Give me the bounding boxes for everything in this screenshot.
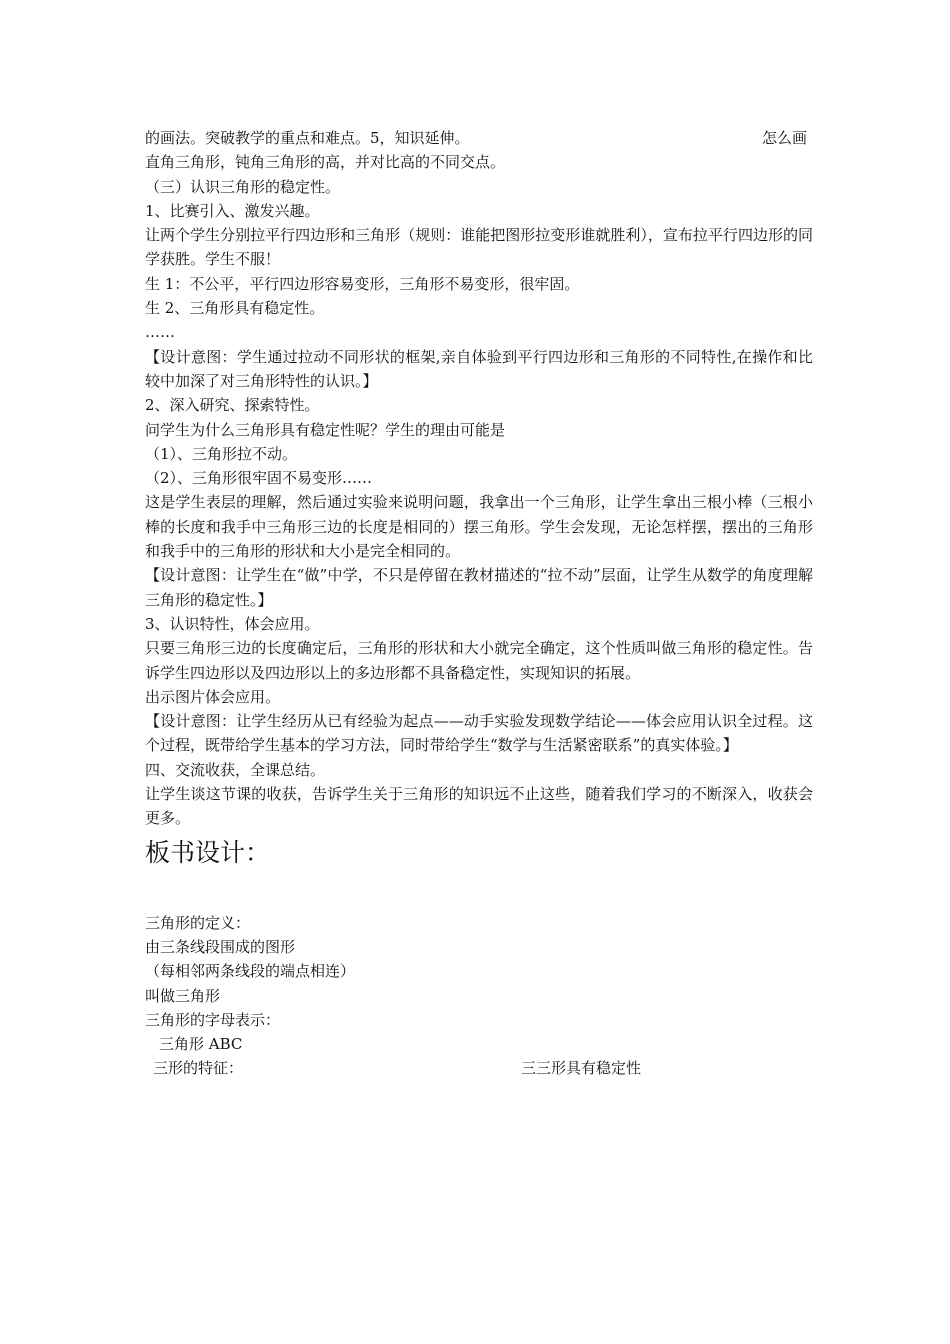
board-line: （每相邻两条线段的端点相连） [145, 962, 356, 981]
design-intent-note: 【设计意图：让学生在“做”中学，不只是停留在教材描述的“拉不动”层面，让学生从数学的角度理解三角形的稳定性。】 [145, 566, 813, 609]
paragraph-text: 问学生为什么三角形具有稳定性呢？学生的理由可能是 [145, 420, 506, 439]
paragraph-text: 只要三角形三边的长度确定后，三角形的形状和大小就完全确定，这个性质叫做三角形的稳定性。告诉学生四边形以及四边形以上的多边形都不具备稳定性，实现知识的拓展。 [145, 639, 813, 682]
paragraph-text: 让两个学生分别拉平行四边形和三角形（规则：谁能把图形拉变形谁就胜利），宣布拉平行四边形的同学获胜。学生不服！ [145, 226, 813, 269]
paragraph-text: 直角三角形，钝角三角形的高，并对比高的不同交点。 [145, 153, 506, 172]
intro-text: 的画法。突破教学的重点和难点。5，知识延伸。 [145, 129, 470, 147]
board-line: 三角形 ABC [159, 1035, 243, 1054]
list-item: （2）、三角形很牢固不易变形…… [145, 469, 373, 488]
board-line: 由三条线段围成的图形 [145, 937, 296, 956]
step-heading: 2、深入研究、探索特性。 [145, 396, 320, 415]
document-body [145, 126, 813, 1081]
paragraph-text: 出示图片体会应用。 [145, 687, 281, 706]
intro-right-text: 怎么画 [761, 129, 807, 147]
board-line: 三角形的定义： [145, 913, 251, 932]
step-heading: 1、比赛引入、激发兴趣。 [145, 201, 320, 220]
board-line: 三角形的字母表示： [145, 1010, 281, 1029]
paragraph-text: 生 2、三角形具有稳定性。 [145, 299, 325, 318]
paragraph-text: 生 1：不公平，平行四边形容易变形，三角形不易变形，很牢固。 [145, 274, 580, 293]
section-heading: 四、交流收获，全课总结。 [145, 760, 326, 779]
list-item: （1）、三角形拉不动。 [145, 444, 298, 463]
section-heading: （三）认识三角形的稳定性。 [145, 177, 341, 196]
board-feature-label: 三形的特征： [153, 1059, 244, 1078]
board-feature-row [145, 1056, 813, 1080]
board-design-heading: 板书设计： [145, 837, 271, 867]
design-intent-note: 【设计意图：让学生经历从已有经验为起点——动手实验发现数学结论——体会应用认识全过程。这个过程，既带给学生基本的学习方法，同时带给学生“数学与生活紧密联系”的真实体验。】 [145, 712, 813, 755]
paragraph-intro-line [145, 126, 813, 150]
ellipsis-text: …… [145, 323, 175, 342]
board-feature-value: 三三形具有稳定性 [521, 1059, 642, 1078]
design-intent-note: 【设计意图：学生通过拉动不同形状的框架,亲自体验到平行四边形和三角形的不同特性,在操作和比较中加深了对三角形特性的认识。】 [145, 347, 813, 390]
paragraph-text: 这是学生表层的理解，然后通过实验来说明问题，我拿出一个三角形，让学生拿出三根小棒（三根小棒的长度和我手中三角形三边的长度是相同的）摆三角形。学生会发现，无论怎样摆，摆出的三角形和我手中的三角形的形状和大小是完全相同的。 [145, 493, 813, 561]
board-line: 叫做三角形 [145, 986, 221, 1005]
step-heading: 3、认识特性，体会应用。 [145, 614, 320, 633]
paragraph-text: 让学生谈这节课的收获，告诉学生关于三角形的知识远不止这些，随着我们学习的不断深入，收获会更多。 [145, 785, 813, 828]
